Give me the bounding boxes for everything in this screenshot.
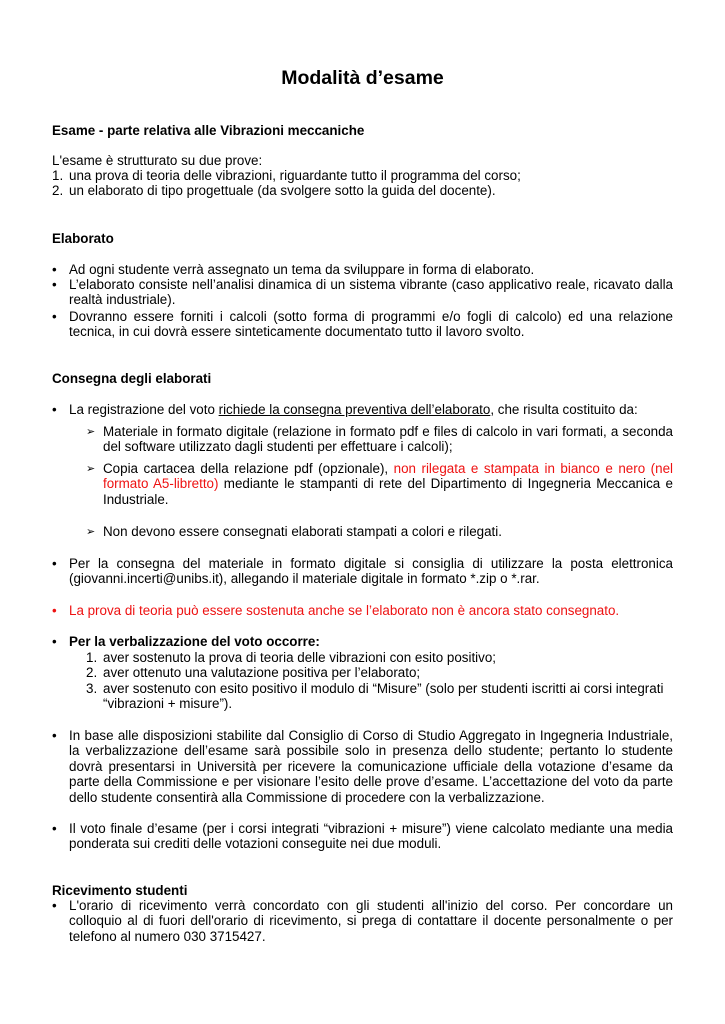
- arrow-bullet-icon: ➢: [86, 526, 96, 538]
- bullet-icon: •: [52, 728, 57, 743]
- bullet-icon: •: [52, 603, 57, 618]
- bullet-icon: •: [52, 556, 57, 571]
- bullet-icon: •: [52, 634, 57, 649]
- page-title: Modalità d’esame: [281, 67, 444, 89]
- bullet-text: Ad ogni studente verrà assegnato un tema da sviluppare in forma di elaborato.: [69, 262, 535, 277]
- list-number: 2.: [52, 183, 64, 198]
- bullet-icon: •: [52, 277, 57, 292]
- red-highlight: formato A5-libretto): [103, 476, 219, 492]
- underlined-text: richiede la consegna preventiva dell’elaborato: [218, 402, 491, 417]
- section-heading-exam: Esame - parte relativa alle Vibrazioni meccaniche: [52, 123, 365, 138]
- bullet-text: Il voto finale d’esame (per i corsi integrati “vibrazioni + misure”) viene calcolato mediante una media ponderata sui crediti delle votazioni conseguite nei due moduli.: [69, 821, 673, 852]
- list-item: aver ottenuto una valutazione positiva per l’elaborato;: [103, 665, 421, 680]
- bullet-icon: •: [52, 821, 57, 836]
- section-heading-elaborato: Elaborato: [52, 231, 114, 246]
- exam-intro: L'esame è strutturato su due prove:: [52, 153, 263, 168]
- list-item: una prova di teoria delle vibrazioni, riguardante tutto il programma del corso;: [69, 168, 521, 183]
- bullet-icon: •: [52, 262, 57, 277]
- bullet-text: La registrazione del voto richiede la consegna preventiva dell’elaborato, che risulta costituito da:: [69, 402, 638, 417]
- arrow-bullet-icon: ➢: [86, 426, 96, 438]
- sub-bullet-text: Non devono essere consegnati elaborati stampati a colori e rilegati.: [103, 524, 502, 539]
- bullet-text: L’elaborato consiste nell’analisi dinamica di un sistema vibrante (caso applicativo reale, ricavato dalla realtà industriale).: [69, 277, 673, 308]
- section-heading-ricevimento: Ricevimento studenti: [52, 883, 188, 898]
- list-item: un elaborato di tipo progettuale (da svolgere sotto la guida del docente).: [69, 183, 496, 198]
- list-number: 2.: [86, 665, 98, 680]
- bullet-text-bold: Per la verbalizzazione del voto occorre:: [69, 634, 320, 649]
- red-highlight: non rilegata e stampata in bianco e nero (nel: [393, 461, 673, 476]
- list-item: aver sostenuto la prova di teoria delle vibrazioni con esito positivo;: [103, 650, 497, 665]
- bullet-text-red: La prova di teoria può essere sostenuta anche se l’elaborato non è ancora stato consegnato.: [69, 603, 620, 618]
- bullet-text: Per la consegna del materiale in formato digitale si consiglia di utilizzare la posta elettronica (giovanni.incerti@unibs.it), allegando il materiale digitale in formato *.zip o *.rar.: [69, 556, 673, 587]
- bullet-icon: •: [52, 898, 57, 913]
- bullet-icon: •: [52, 309, 57, 324]
- section-heading-consegna: Consegna degli elaborati: [52, 371, 212, 386]
- list-number: 3.: [86, 681, 98, 696]
- sub-bullet-text: Materiale in formato digitale (relazione in formato pdf e files di calcolo in vari formati, a seconda del software utilizzato dagli studenti per effettuare i calcoli);: [103, 424, 673, 455]
- arrow-bullet-icon: ➢: [86, 463, 96, 475]
- bullet-text: L'orario di ricevimento verrà concordato con gli studenti all'inizio del corso. Per concordare un colloquio al di fuori dell'orario di ricevimento, si prega di contattare il docente personalmente o per telefono al numero 030 3715427.: [69, 898, 673, 944]
- bullet-text: Dovranno essere forniti i calcoli (sotto forma di programmi e/o fogli di calcolo) ed una relazione tecnica, in cui dovrà essere sinteticamente documentato tutto il lavoro svolto.: [69, 309, 673, 340]
- bullet-text: In base alle disposizioni stabilite dal Consiglio di Corso di Studio Aggregato in Ingegneria Industriale, la verbalizzazione dell’esame sarà possibile solo in presenza dello studente; pertanto lo studente dovrà presentarsi in Università per ricevere la comunicazione ufficiale della votazione d’esame da parte della Commissione e per visionare l’esito delle prove d’esame. L’accettazione del voto da parte dello studente consentirà alla Commissione di procedere con la verbalizzazione.: [69, 728, 673, 805]
- bullet-icon: •: [52, 402, 57, 417]
- list-number: 1.: [52, 168, 64, 183]
- sub-bullet-text: Copia cartacea della relazione pdf (opzionale), non rilegata e stampata in bianco e nero (nel formato A5-libretto) mediante le stampanti di rete del Dipartimento di Ingegneria Meccanica e Industriale.: [103, 461, 673, 507]
- list-item: aver sostenuto con esito positivo il modulo di “Misure” (solo per studenti iscritti ai corsi integrati “vibrazioni + misure”).: [103, 681, 664, 712]
- list-number: 1.: [86, 650, 98, 665]
